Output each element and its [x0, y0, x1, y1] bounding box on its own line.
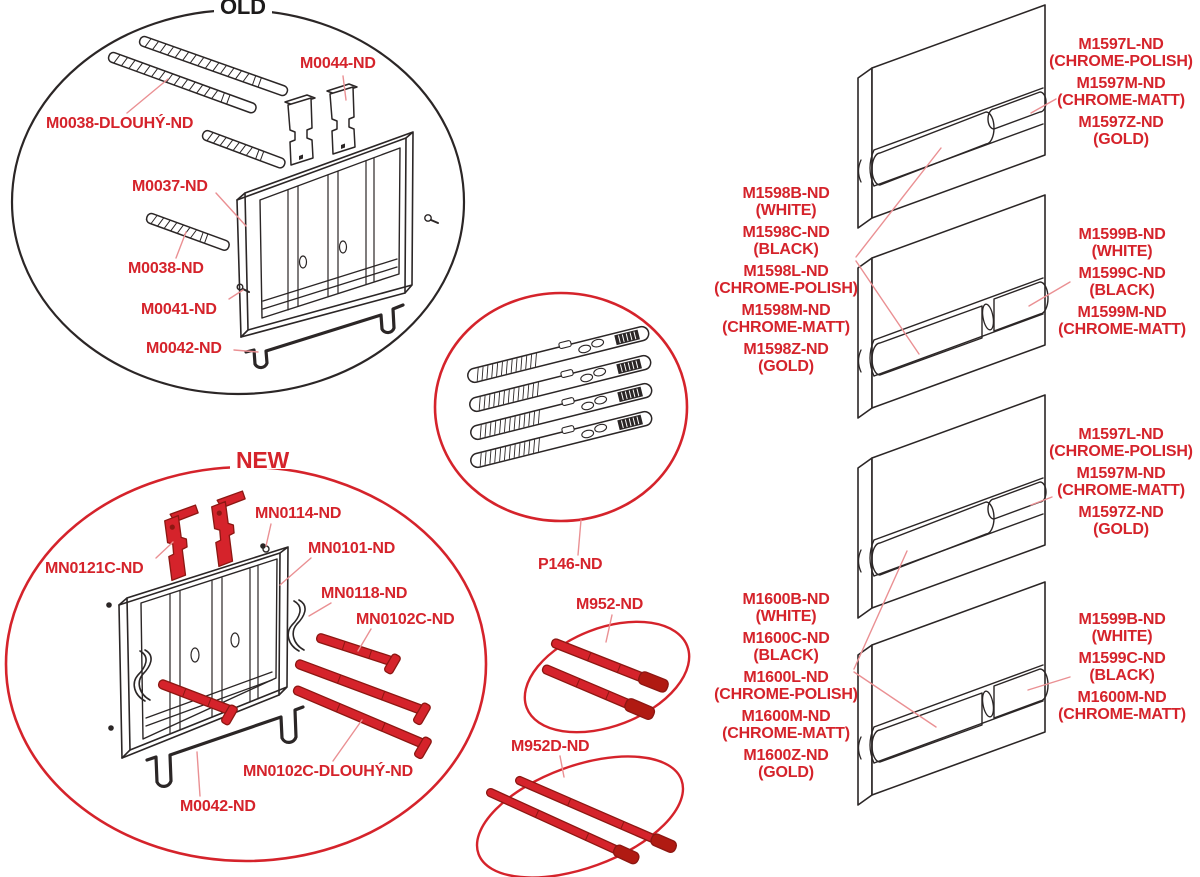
part-finish: (CHROME-POLISH)	[714, 280, 858, 297]
label-mn0114: MN0114-ND	[255, 505, 342, 522]
part-label	[710, 747, 862, 781]
part-code: M1597Z-ND	[1078, 504, 1164, 521]
new-screw	[263, 546, 269, 552]
part-finish: (CHROME-MATT)	[1058, 706, 1186, 723]
part-finish: (CHROME-MATT)	[1057, 482, 1185, 499]
plates12-finish-labels	[710, 185, 862, 380]
label-mn0102c: MN0102C-ND	[356, 611, 455, 628]
part-label	[1042, 611, 1200, 645]
part-code: M1597L-ND	[1078, 36, 1164, 53]
new-title: NEW	[230, 452, 295, 469]
part-label	[710, 708, 862, 742]
label-m0038-dlouhy: M0038-DLOUHÝ-ND	[46, 115, 194, 132]
plates34-finish-labels	[710, 591, 862, 786]
part-finish: (BLACK)	[753, 647, 819, 664]
part-finish: (GOLD)	[758, 358, 814, 375]
part-label	[710, 630, 862, 664]
label-mn0121c: MN0121C-ND	[45, 560, 144, 577]
label-mn0118: MN0118-ND	[321, 585, 408, 602]
part-code: M1600M-ND	[741, 708, 831, 725]
part-code: M1599C-ND	[1078, 650, 1166, 667]
leader-m0038-dlouhy	[127, 79, 168, 113]
part-code: M1598Z-ND	[743, 341, 829, 358]
leader-m0038	[176, 232, 186, 258]
leader-m0041	[229, 290, 243, 299]
part-finish: (CHROME-MATT)	[1057, 92, 1185, 109]
label-mn0101: MN0101-ND	[308, 540, 396, 557]
part-finish: (GOLD)	[758, 764, 814, 781]
part-label	[1040, 36, 1200, 70]
part-code: M1600B-ND	[742, 591, 830, 608]
part-label	[710, 302, 862, 336]
plate1-finish-labels	[1040, 36, 1200, 153]
part-label	[710, 669, 862, 703]
part-label	[710, 591, 862, 625]
part-finish: (CHROME-POLISH)	[1049, 53, 1193, 70]
part-label	[1042, 650, 1200, 684]
part-finish: (BLACK)	[1089, 282, 1155, 299]
label-mn0102c-dlouhy: MN0102C-DLOUHÝ-ND	[243, 763, 413, 780]
part-finish: (GOLD)	[1093, 131, 1149, 148]
part-label	[1042, 304, 1200, 338]
leader-mn0102c-dlouhy	[333, 720, 362, 761]
leader-mn0101	[280, 558, 311, 585]
old-threaded-rods	[107, 35, 288, 251]
leader-m0042-new	[197, 752, 200, 796]
part-code: M1600M-ND	[1077, 689, 1167, 706]
part-finish: (GOLD)	[1093, 521, 1149, 538]
part-label	[1042, 689, 1200, 723]
part-label	[1040, 504, 1200, 538]
part-code: M1599M-ND	[1077, 304, 1167, 321]
part-label	[1040, 426, 1200, 460]
part-finish: (WHITE)	[1091, 628, 1153, 645]
part-code: M1598M-ND	[741, 302, 831, 319]
part-label	[710, 341, 862, 375]
label-m0042-old: M0042-ND	[146, 340, 222, 357]
leader-mn0118	[309, 603, 331, 616]
part-code: M1599B-ND	[1078, 611, 1166, 628]
part-finish: (WHITE)	[1091, 243, 1153, 260]
part-code: M1599C-ND	[1078, 265, 1166, 282]
part-code: M1597L-ND	[1078, 426, 1164, 443]
part-finish: (CHROME-MATT)	[1058, 321, 1186, 338]
plate-1	[858, 5, 1046, 228]
m952-ellipse	[509, 600, 705, 753]
m952-rods	[540, 636, 669, 721]
plate4-finish-labels	[1042, 611, 1200, 728]
part-code: M1599B-ND	[1078, 226, 1166, 243]
part-code: M1600C-ND	[742, 630, 830, 647]
part-code: M1600Z-ND	[743, 747, 829, 764]
plate2-finish-labels	[1042, 226, 1200, 343]
part-code: M1600L-ND	[743, 669, 829, 686]
part-label	[1040, 465, 1200, 499]
m952d-rods	[485, 773, 678, 865]
part-code: M1597M-ND	[1076, 465, 1166, 482]
part-label	[1042, 265, 1200, 299]
plate-3	[858, 395, 1046, 618]
leader-m952d	[560, 756, 564, 777]
plate3-finish-labels	[1040, 426, 1200, 543]
part-code: M1597M-ND	[1076, 75, 1166, 92]
part-finish: (CHROME-POLISH)	[1049, 443, 1193, 460]
old-frame	[237, 132, 413, 337]
label-m952d: M952D-ND	[511, 738, 590, 755]
leader-p146	[578, 520, 581, 555]
part-code: M1598L-ND	[743, 263, 829, 280]
part-finish: (BLACK)	[753, 241, 819, 258]
leader-mn0114	[266, 524, 271, 546]
part-finish: (CHROME-POLISH)	[714, 686, 858, 703]
label-m0037: M0037-ND	[132, 178, 208, 195]
part-label	[1040, 75, 1200, 109]
part-label	[710, 263, 862, 297]
old-title: OLD	[214, 0, 272, 15]
part-label	[710, 185, 862, 219]
label-m0038: M0038-ND	[128, 260, 204, 277]
p146-strips	[465, 321, 653, 468]
part-code: M1598C-ND	[742, 224, 830, 241]
part-label	[1040, 114, 1200, 148]
label-m0042-new: M0042-ND	[180, 798, 256, 815]
part-code: M1597Z-ND	[1078, 114, 1164, 131]
label-m0044: M0044-ND	[300, 55, 376, 72]
part-finish: (BLACK)	[1089, 667, 1155, 684]
part-label	[1042, 226, 1200, 260]
part-finish: (CHROME-MATT)	[722, 725, 850, 742]
part-finish: (CHROME-MATT)	[722, 319, 850, 336]
label-m0041: M0041-ND	[141, 301, 217, 318]
label-m952: M952-ND	[576, 596, 644, 613]
part-code: M1598B-ND	[742, 185, 830, 202]
part-label	[710, 224, 862, 258]
label-p146: P146-ND	[538, 556, 603, 573]
leader-m952	[606, 615, 612, 642]
old-ellipse	[12, 10, 464, 394]
part-finish: (WHITE)	[755, 608, 817, 625]
part-finish: (WHITE)	[755, 202, 817, 219]
